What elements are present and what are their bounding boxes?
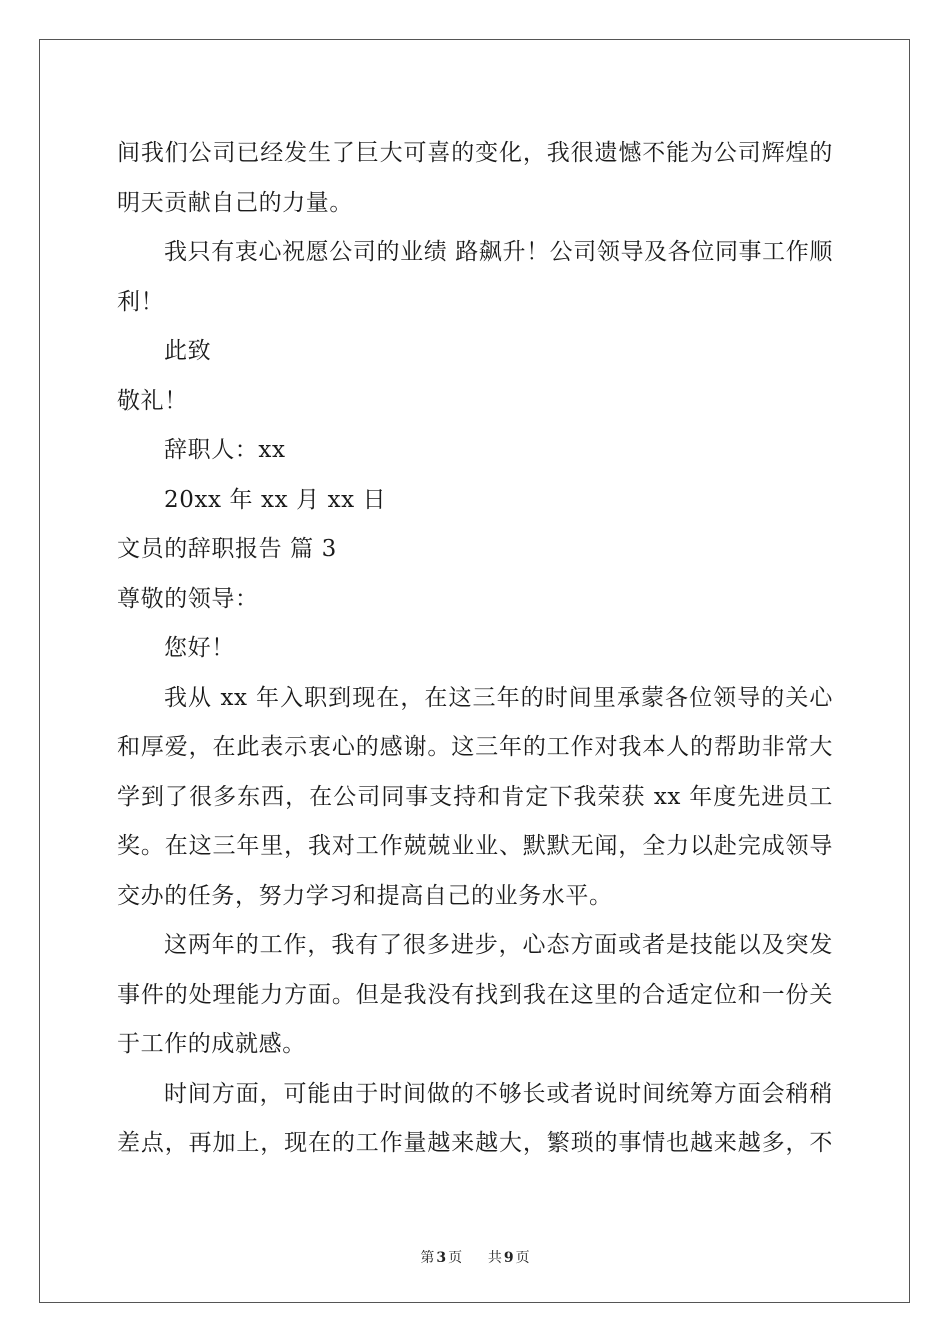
document-body bbox=[117, 129, 833, 1169]
paragraph-line: 事件的处理能力方面。但是我没有找到我在这里的合适定位和一份关 bbox=[117, 981, 833, 1008]
paragraph-line: 我从 xx 年入职到现在，在这三年的时间里承蒙各位领导的关心 bbox=[164, 684, 833, 711]
closing-regards: 敬礼！ bbox=[117, 387, 188, 414]
closing-salutation: 此致 bbox=[164, 338, 212, 364]
paragraph-line: 利！ bbox=[117, 288, 165, 315]
paragraph-line: 差点，再加上，现在的工作量越来越大，繁琐的事情也越来越多，不 bbox=[117, 1130, 833, 1156]
total-suffix: 页 bbox=[515, 1250, 530, 1266]
greeting-hello: 您好！ bbox=[164, 635, 235, 661]
paragraph-line: 奖。在这三年里，我对工作兢兢业业、默默无闻，全力以赴完成领导 bbox=[117, 833, 833, 859]
paragraph-line: 学到了很多东西，在公司同事支持和肯定下我荣获 xx 年度先进员工 bbox=[117, 783, 833, 810]
greeting-recipient: 尊敬的领导： bbox=[117, 585, 259, 612]
page-number: 3 bbox=[436, 1250, 447, 1266]
paragraph-line: 我只有衷心祝愿公司的业绩 路飙升！公司领导及各位同事工作顺 bbox=[164, 239, 833, 265]
total-pages-indicator bbox=[486, 1250, 532, 1266]
paragraph-line: 间我们公司已经发生了巨大可喜的变化，我很遗憾不能为公司辉煌的 bbox=[117, 140, 833, 166]
page-suffix: 页 bbox=[448, 1250, 463, 1266]
paragraph-line: 和厚爱，在此表示衷心的感谢。这三年的工作对我本人的帮助非常大 bbox=[117, 734, 833, 760]
page-footer bbox=[0, 1247, 950, 1267]
page-prefix: 第 bbox=[420, 1250, 435, 1266]
paragraph-line: 明天贡献自己的力量。 bbox=[117, 189, 353, 216]
signature-date: 20xx 年 xx 月 xx 日 bbox=[164, 486, 387, 513]
total-pages: 9 bbox=[503, 1250, 514, 1266]
signature-name: 辞职人：xx bbox=[164, 437, 286, 463]
section-title: 文员的辞职报告 篇 3 bbox=[117, 536, 337, 562]
paragraph-line: 交办的任务，努力学习和提高自己的业务水平。 bbox=[117, 882, 613, 909]
total-prefix: 共 bbox=[487, 1250, 502, 1266]
paragraph-line: 时间方面，可能由于时间做的不够长或者说时间统筹方面会稍稍 bbox=[164, 1080, 833, 1107]
page-indicator bbox=[418, 1250, 464, 1266]
paragraph-line: 这两年的工作，我有了很多进步，心态方面或者是技能以及突发 bbox=[164, 932, 833, 958]
paragraph-line: 于工作的成就感。 bbox=[117, 1031, 306, 1057]
